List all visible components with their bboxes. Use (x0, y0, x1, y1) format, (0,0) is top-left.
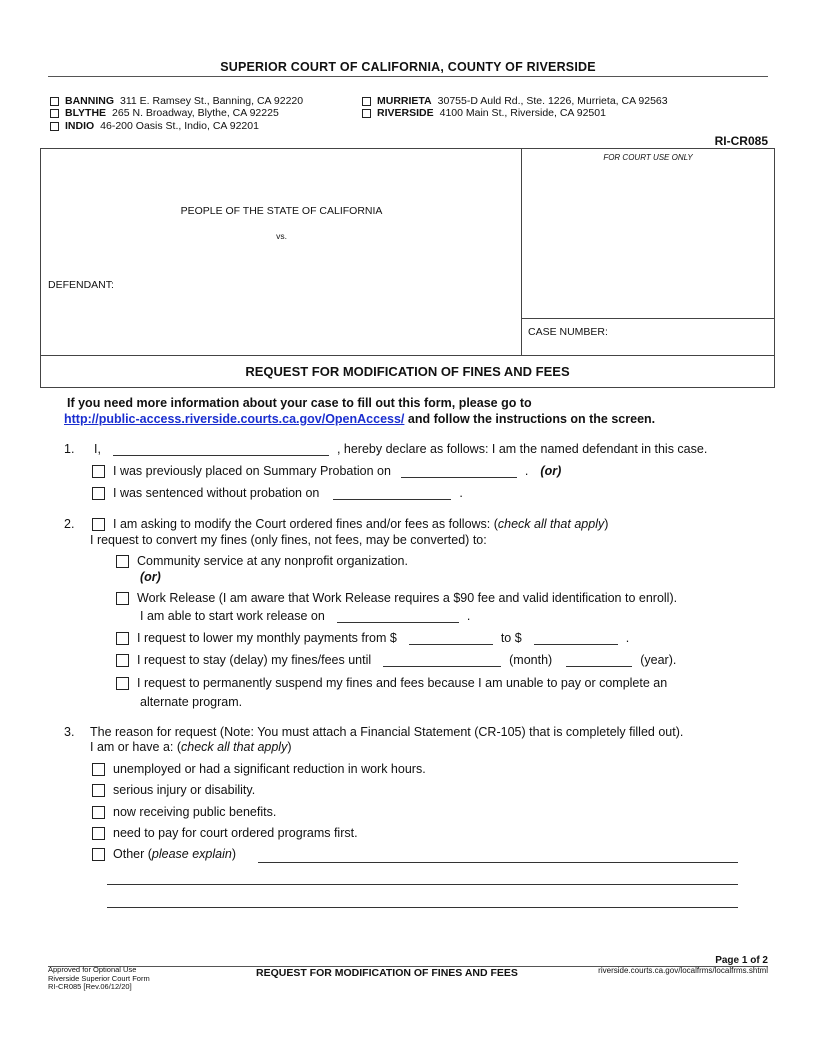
injury-option[interactable] (92, 783, 255, 797)
court-use-label: FOR COURT USE ONLY (603, 153, 693, 162)
to-amount-field[interactable] (534, 632, 618, 645)
location-address: 265 N. Broadway, Blythe, CA 92225 (112, 107, 279, 119)
benefits-checkbox[interactable] (92, 806, 105, 819)
suspend-text: I request to permanently suspend my fines and fees because I am unable to pay or complete an (137, 676, 668, 690)
injury-checkbox[interactable] (92, 784, 105, 797)
location-name: BLYTHE (65, 107, 107, 119)
intro-line: If you need more information about your case to fill out this form, please go to (67, 396, 532, 410)
open-access-link[interactable]: http://public-access.riverside.courts.ca.gov/OpenAccess/ (64, 412, 405, 426)
header-divider (48, 76, 768, 77)
case-number-label: CASE NUMBER: (528, 326, 608, 338)
location-name: BANNING (65, 95, 114, 107)
work-start-text: I am able to start work release on (140, 609, 325, 623)
period: . (459, 486, 463, 500)
year-label: (year). (640, 653, 677, 667)
location-name: INDIO (65, 120, 95, 132)
location-address: 30755-D Auld Rd., Ste. 1226, Murrieta, CA 92563 (437, 95, 668, 107)
other-explain-line-3[interactable] (107, 907, 738, 908)
location-riverside[interactable] (362, 107, 606, 119)
caption-box (40, 148, 775, 388)
summary-probation-text: I was previously placed on Summary Probation on (113, 464, 391, 478)
suspend-text-cont: alternate program. (140, 695, 243, 709)
suspend-option[interactable] (116, 676, 667, 690)
lower-payments-checkbox[interactable] (116, 632, 129, 645)
am-or-have-text: I am or have a: (check all that apply) (90, 740, 292, 754)
lower-payments-option[interactable] (116, 631, 629, 645)
benefits-text: now receiving public benefits. (113, 805, 277, 819)
court-title: SUPERIOR COURT OF CALIFORNIA, COUNTY OF RIVERSIDE (220, 60, 596, 74)
benefits-option[interactable] (92, 805, 276, 819)
declare-text: , hereby declare as follows: I am the named defendant in this case. (336, 442, 708, 456)
or-label: (or) (540, 464, 562, 478)
riverside-checkbox[interactable] (362, 109, 371, 118)
community-service-option[interactable] (116, 554, 408, 568)
or-label: (or) (140, 570, 161, 584)
injury-text: serious injury or disability. (113, 783, 256, 797)
section2-number: 2. (64, 517, 75, 531)
work-release-text: Work Release (I am aware that Work Release requires a $90 fee and valid identification to enroll). (137, 591, 678, 605)
location-name: RIVERSIDE (377, 107, 434, 119)
section2-main[interactable] (64, 517, 608, 531)
unemployed-checkbox[interactable] (92, 763, 105, 776)
stay-month-field[interactable] (383, 654, 501, 667)
case-number-field[interactable] (522, 319, 774, 355)
other-option[interactable] (92, 847, 236, 861)
modify-text: I am asking to modify the Court ordered fines and/or fees as follows: (check all that apply) (113, 517, 609, 531)
unemployed-option[interactable] (92, 762, 426, 776)
indio-checkbox[interactable] (50, 122, 59, 131)
other-explain-line-1[interactable] (258, 862, 738, 863)
i-label: I, (94, 442, 101, 456)
sentenced-option[interactable] (92, 486, 463, 500)
section3-reason (64, 725, 683, 739)
unemployed-text: unemployed or had a significant reduction in work hours. (113, 762, 426, 776)
location-name: MURRIETA (377, 95, 432, 107)
court-use-area (522, 149, 774, 319)
to-label: to $ (500, 631, 522, 645)
intro-follow: and follow the instructions on the screen. (404, 412, 656, 426)
form-number: RI-CR085 (714, 134, 768, 148)
reason-text: The reason for request (Note: You must attach a Financial Statement (CR-105) that is completely filled out). (90, 725, 684, 739)
other-checkbox[interactable] (92, 848, 105, 861)
declarant-name-field[interactable] (113, 443, 329, 456)
stay-checkbox[interactable] (116, 654, 129, 667)
party-section[interactable] (41, 149, 522, 355)
revision-text: RI-CR085 [Rev.06/12/20] (48, 982, 132, 991)
section1-declaration (64, 442, 707, 456)
period: . (466, 609, 471, 623)
sentenced-text: I was sentenced without probation on (113, 486, 320, 500)
location-murrieta[interactable] (362, 95, 668, 107)
approved-text: Approved for Optional Use (48, 965, 137, 974)
defendant-label: DEFENDANT: (48, 279, 114, 291)
banning-checkbox[interactable] (50, 97, 59, 106)
summary-probation-option[interactable] (92, 464, 561, 478)
murrieta-checkbox[interactable] (362, 97, 371, 106)
suspend-checkbox[interactable] (116, 677, 129, 690)
programs-checkbox[interactable] (92, 827, 105, 840)
probation-date-field[interactable] (401, 465, 517, 478)
blythe-checkbox[interactable] (50, 109, 59, 118)
period: . (524, 464, 529, 478)
stay-year-field[interactable] (566, 654, 632, 667)
work-release-start (140, 609, 470, 623)
work-start-date-field[interactable] (337, 610, 459, 623)
location-indio[interactable] (50, 120, 259, 132)
intro-link-line (64, 412, 655, 426)
location-address: 311 E. Ramsey St., Banning, CA 92220 (120, 95, 304, 107)
community-service-text: Community service at any nonprofit organization. (137, 554, 408, 568)
from-amount-field[interactable] (409, 632, 493, 645)
month-label: (month) (509, 653, 553, 667)
stay-text: I request to stay (delay) my fines/fees until (137, 653, 372, 667)
location-banning[interactable] (50, 95, 303, 107)
court-form-text: Riverside Superior Court Form (48, 973, 150, 983)
people-label: PEOPLE OF THE STATE OF CALIFORNIA (180, 205, 383, 217)
other-text: Other (please explain) (113, 847, 236, 861)
modify-checkbox[interactable] (92, 518, 105, 531)
location-address: 46-200 Oasis St., Indio, CA 92201 (100, 120, 259, 132)
footer-title: REQUEST FOR MODIFICATION OF FINES AND FEES (256, 967, 518, 979)
other-explain-line-2[interactable] (107, 884, 738, 885)
convert-text: I request to convert my fines (only fines, not fees, may be converted) to: (90, 533, 487, 547)
programs-option[interactable] (92, 826, 358, 840)
stay-option[interactable] (116, 653, 676, 667)
footer-left (48, 966, 150, 992)
section1-number: 1. (64, 442, 75, 456)
section3-number: 3. (64, 725, 75, 739)
form-title: REQUEST FOR MODIFICATION OF FINES AND FEES (41, 355, 774, 389)
location-address: 4100 Main St., Riverside, CA 92501 (439, 107, 606, 119)
sentenced-checkbox[interactable] (92, 487, 105, 500)
work-release-checkbox[interactable] (116, 592, 129, 605)
location-blythe[interactable] (50, 107, 279, 119)
work-release-option[interactable] (116, 591, 677, 605)
page-number: Page 1 of 2 (715, 955, 768, 966)
footer-url[interactable]: riverside.courts.ca.gov/localfrms/localfrms.shtml (598, 966, 768, 975)
programs-text: need to pay for court ordered programs first. (113, 826, 358, 840)
sentenced-date-field[interactable] (333, 487, 451, 500)
summary-probation-checkbox[interactable] (92, 465, 105, 478)
period: . (625, 631, 630, 645)
vs-label: vs. (276, 231, 287, 241)
community-service-checkbox[interactable] (116, 555, 129, 568)
lower-payments-text: I request to lower my monthly payments from $ (137, 631, 397, 645)
